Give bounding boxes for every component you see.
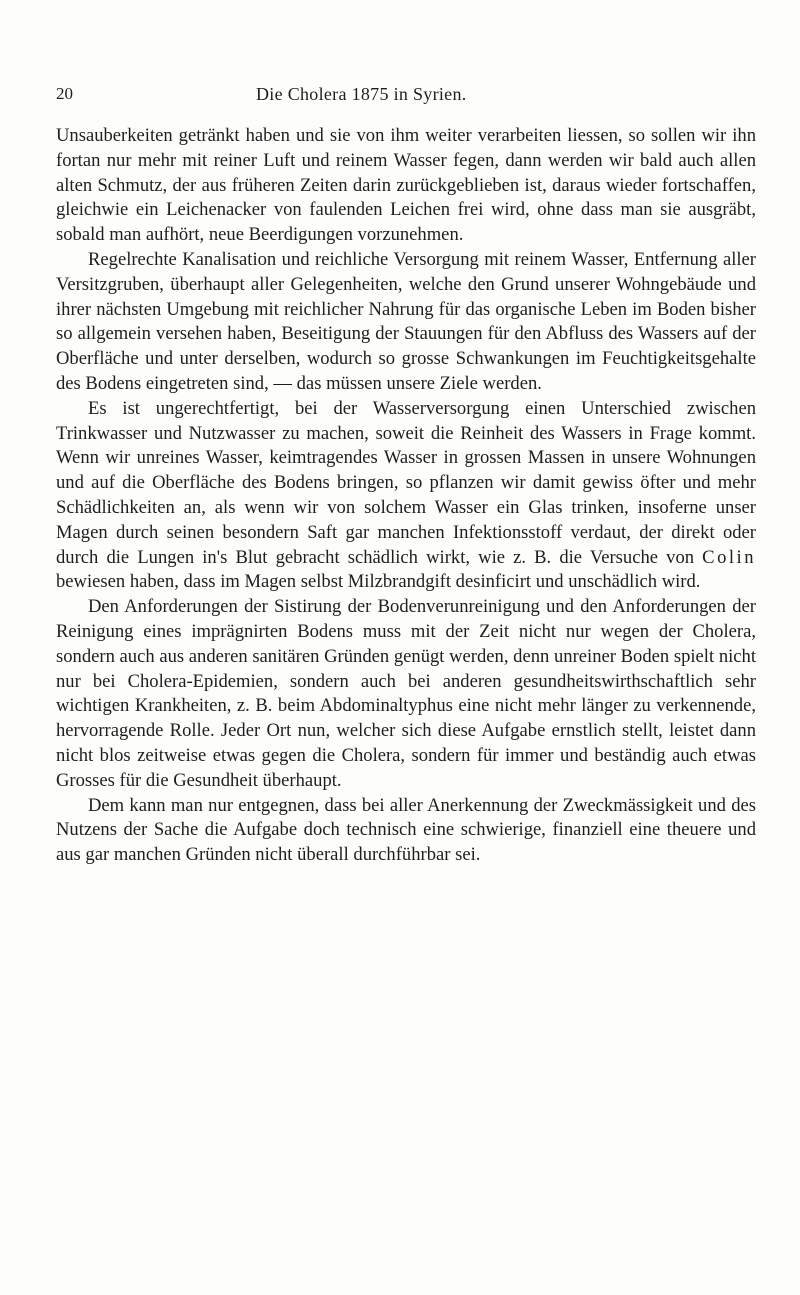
paragraph-3-text-before: Es ist ungerechtfertigt, bei der Wasserversorgung einen Unterschied zwischen Trinkwasser und Nutzwasser zu machen, soweit die Reinheit des Wassers in Frage kommt. Wenn wir unreines Wasser, keimtragendes Wasser in grossen Massen in unsere Wohnungen und auf die Oberfläche des Bodens bringen, so pflanzen wir damit gewiss öfter und mehr Schädlichkeiten an, als wenn wir von solchem Wasser ein Glas trinken, insoferne unser Magen durch seinen besondern Saft gar manchen Infektionsstoff verdaut, der direkt oder durch die Lungen in's Blut gebracht schädlich wirkt, wie z. B. die Versuche von: [56, 397, 756, 568]
page-header: [56, 84, 756, 112]
running-title: Die Cholera 1875 in Syrien.: [256, 84, 467, 104]
paragraph-1: Unsauberkeiten getränkt haben und sie von ihm weiter verarbeiten liessen, so sollen wir ihn fortan nur mehr mit reiner Luft und reinem Wasser fegen, dann werden wir bald auch allen alten Schmutz, der aus früheren Zeiten darin zurückgeblieben ist, daraus wieder fortschaffen, gleichwie ein Leichenacker von faulenden Leichen frei wird, ohne dass man sie ausgräbt, sobald man aufhört, neue Beerdigungen vorzunehmen.: [56, 125, 756, 246]
body-text: [56, 124, 756, 868]
paragraph-3-text-after: bewiesen haben, dass im Magen selbst Milzbrandgift desinficirt und unschädlich wird.: [56, 571, 701, 593]
paragraph-2: Regelrechte Kanalisation und reichliche Versorgung mit reinem Wasser, Entfernung aller Versitzgruben, überhaupt aller Gelegenheiten, welche den Grund unserer Wohngebäude und ihrer nächsten Umgebung mit reichlicher Nahrung für das organische Leben im Boden bisher so allgemein versehen haben, Beseitigung der Stauungen für den Abfluss des Wassers auf der Oberfläche und unter derselben, wodurch so grosse Schwankungen im Feuchtigkeitsgehalte des Bodens eingetreten sind, — das müssen unsere Ziele werden.: [56, 248, 756, 394]
paragraph-3: [56, 397, 756, 595]
paragraph-4: Den Anforderungen der Sistirung der Bodenverunreinigung und den Anforderungen der Reinigung eines imprägnirten Bodens muss mit der Zeit nicht nur wegen der Cholera, sondern auch aus anderen sanitären Gründen genügt werden, denn unreiner Boden spielt nicht nur bei Cholera-Epidemien, sondern auch bei anderen gesundheitswirthschaftlich sehr wichtigen Krankheiten, z. B. beim Abdominaltyphus eine nicht mehr länger zu verkennende, hervorragende Rolle. Jeder Ort nun, welcher sich diese Aufgabe ernstlich stellt, leistet dann nicht blos zeitweise etwas gegen die Cholera, sondern für immer und beständig auch etwas Grosses für die Gesundheit überhaupt.: [56, 596, 756, 791]
paragraph-5: Dem kann man nur entgegnen, dass bei aller Anerkennung der Zweckmässigkeit und des Nutzens der Sache die Aufgabe doch technisch eine schwierige, finanziell eine theuere und aus gar manchen Gründen nicht überall durchführbar sei.: [56, 794, 756, 866]
author-name-colin: Colin: [702, 546, 756, 568]
page-number: 20: [56, 84, 73, 103]
